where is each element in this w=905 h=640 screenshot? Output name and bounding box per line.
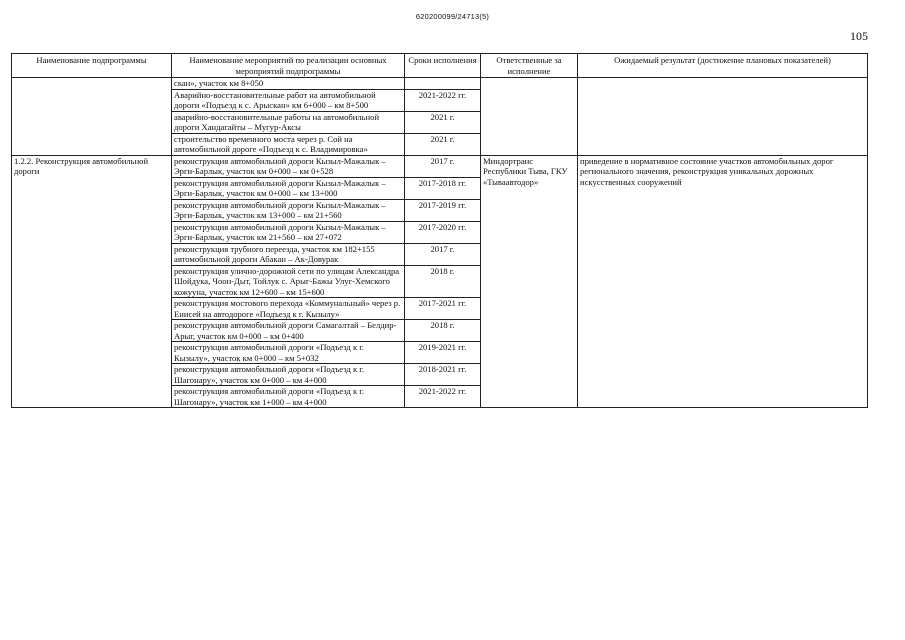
subprogram-cell-empty — [12, 78, 172, 156]
activity-cell: реконструкция автомобильной дороги Кызыл-Мажалык – Эрги-Барлык, участок км 13+000 – км 21+560 — [172, 199, 405, 221]
activity-cell: реконструкция автомобильной дороги «Подъезд к г. Кызылу», участок км 0+000 – км 5+032 — [172, 342, 405, 364]
header-result: Ожидаемый результат (достижение плановых показателей) — [578, 54, 868, 78]
term-cell: 2017-2021 гг. — [405, 298, 481, 320]
term-cell: 2021-2022 гг. — [405, 386, 481, 408]
term-cell: 2017-2018 гг. — [405, 177, 481, 199]
activity-cell: строительство временного моста через р. Сой на автомобильной дороге «Подъезд к с. Владимировка» — [172, 133, 405, 155]
term-cell: 2021 г. — [405, 111, 481, 133]
responsible-cell-empty — [481, 78, 578, 156]
term-cell: 2017 г. — [405, 155, 481, 177]
term-cell — [405, 78, 481, 90]
term-cell: 2017 г. — [405, 243, 481, 265]
program-table — [11, 53, 868, 408]
term-cell: 2018-2021 гг. — [405, 364, 481, 386]
term-cell: 2017-2019 гг. — [405, 199, 481, 221]
term-cell: 2021 г. — [405, 133, 481, 155]
header-responsible: Ответственные за исполнение — [481, 54, 578, 78]
activity-cell: реконструкция автомобильной дороги Самагалтай – Белдир-Арыг, участок км 0+000 – км 0+400 — [172, 320, 405, 342]
activity-cell: реконструкция трубного переезда, участок км 182+155 автомобильной дороги Абакан – Ак-Довурак — [172, 243, 405, 265]
activity-cell: реконструкция автомобильной дороги Кызыл-Мажалык – Эрги-Барлык, участок км 21+560 – км 27+072 — [172, 221, 405, 243]
header-activity: Наименование мероприятий по реализации основных мероприятий подпрограммы — [172, 54, 405, 78]
term-cell: 2018 г. — [405, 265, 481, 298]
activity-cell: реконструкция мостового перехода «Коммунальный» через р. Енисей на автодороге «Подъезд к г. Кызылу» — [172, 298, 405, 320]
activity-cell: реконструкция автомобильной дороги «Подъезд к г. Шагонару», участок км 0+000 – км 4+000 — [172, 364, 405, 386]
activity-cell: аварийно-восстановительные работы на автомобильной дороги Хандагайты – Мугур-Аксы — [172, 111, 405, 133]
activity-cell: реконструкция улично-дорожной сети по улицам Александра Шойдука, Чоон-Дыт, Тойлук с. Арыг-Бажы Улуг-Хемского кожууна, участок км 12+600 – км 15+600 — [172, 265, 405, 298]
activity-cell: Аварийно-восстановительные работ на автомобильной дороги «Подъезд к с. Арыскан» км 6+000 – км 8+500 — [172, 89, 405, 111]
term-cell: 2019-2021 гг. — [405, 342, 481, 364]
term-cell: 2017-2020 гг. — [405, 221, 481, 243]
activity-cell: реконструкция автомобильной дороги Кызыл-Мажалык – Эрги-Барлык, участок км 0+000 – км 0+528 — [172, 155, 405, 177]
page-number: 105 — [850, 29, 868, 43]
activity-cell: реконструкция автомобильной дороги «Подъезд к г. Шагонару», участок км 1+000 – км 4+000 — [172, 386, 405, 408]
result-cell-empty — [578, 78, 868, 156]
document-code: 620200099/24713(5) — [415, 12, 490, 21]
activity-cell: реконструкция автомобильной дороги Кызыл-Мажалык – Эрги-Барлык, участок км 0+000 – км 13+000 — [172, 177, 405, 199]
table-row — [12, 78, 868, 90]
term-cell: 2021-2022 гг. — [405, 89, 481, 111]
subprogram-cell: 1.2.2. Реконструкция автомобильной дороги — [12, 155, 172, 408]
activity-cell: скан», участок км 8+050 — [172, 78, 405, 90]
responsible-cell: Миндортранс Республики Тыва, ГКУ «Тываавтодор» — [481, 155, 578, 408]
header-subprogram: Наименование подпрограммы — [12, 54, 172, 78]
term-cell: 2018 г. — [405, 320, 481, 342]
table-header-row — [12, 54, 868, 78]
table-row — [12, 155, 868, 177]
header-term: Сроки исполнения — [405, 54, 481, 78]
result-cell: приведение в нормативное состояние участков автомобильных дорог регионального значения, реконструкция уникальных дорожных искусственных сооружений — [578, 155, 868, 408]
